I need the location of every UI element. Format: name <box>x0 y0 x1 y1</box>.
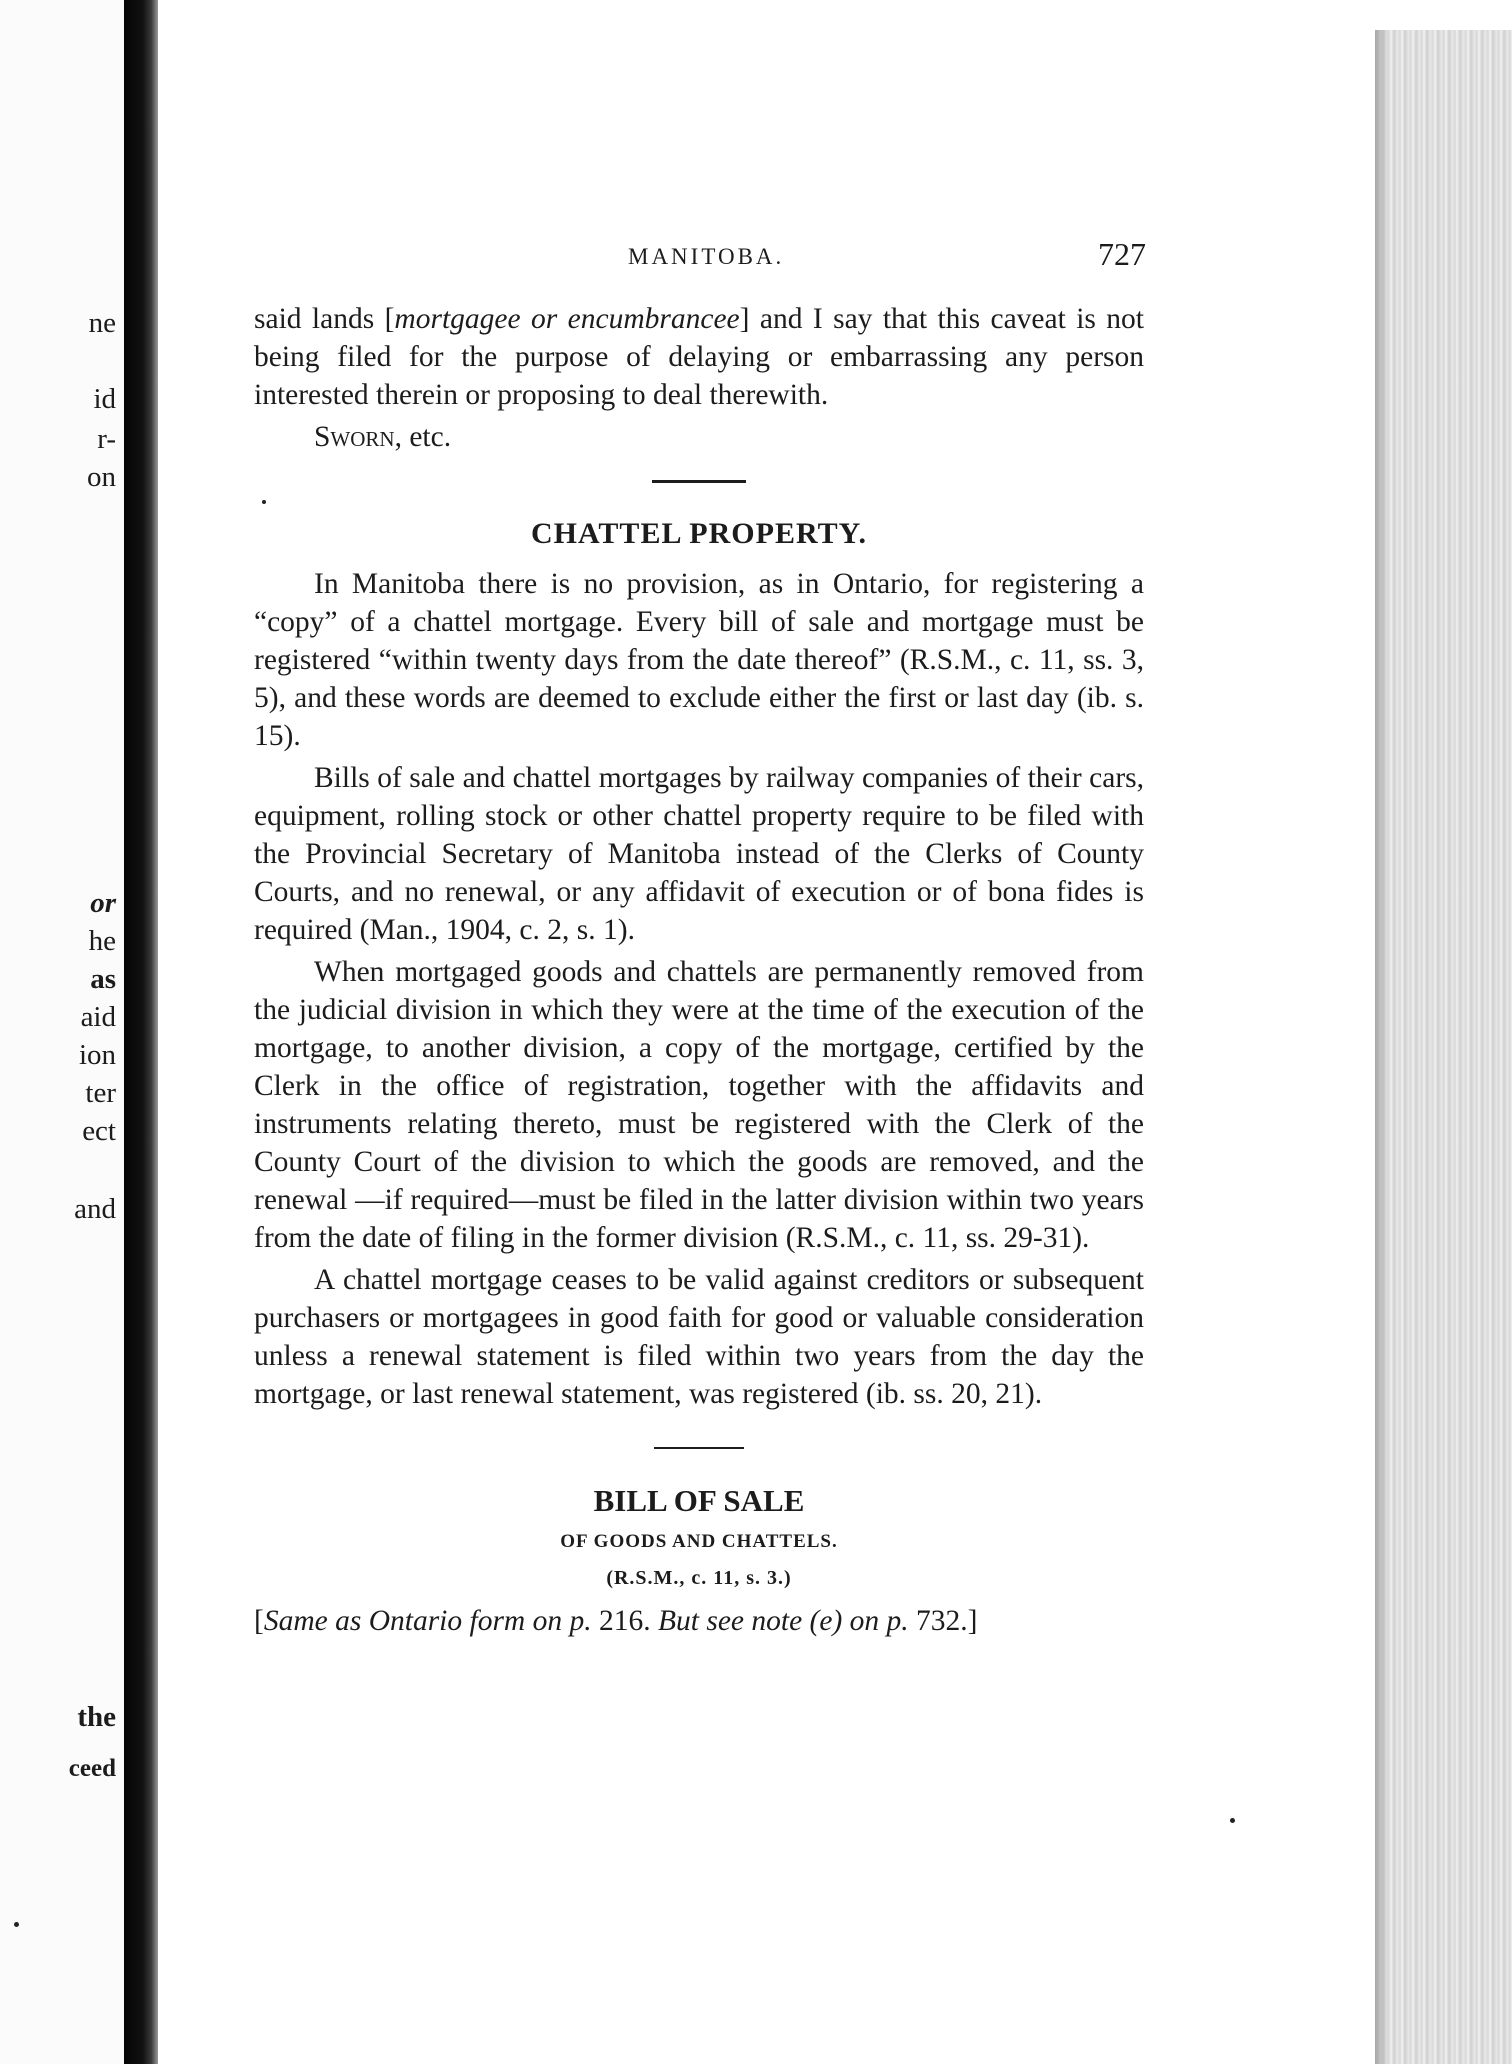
facing-text-fragment: r- <box>97 423 116 455</box>
opening-text-start: said lands [ <box>254 303 395 335</box>
form-citation: (R.S.M., c. 11, s. 3.) <box>606 1567 792 1589</box>
body-paragraph: Bills of sale and chattel mortgages by railway companies of their cars, equipment, rolling stock or other chattel property require to be filed with the Provincial Secretary of Manitoba instead of the Clerks of County Courts, and no renewal, or any affidavit of execution or of bona fides is required (Man., 1904, c. 2, s. 1). <box>254 762 1144 946</box>
facing-text-fragment: ceed <box>68 1755 116 1782</box>
facing-text-fragment: aid <box>80 1001 116 1033</box>
facing-text-fragment: on <box>87 461 116 493</box>
facing-text-fragment: and <box>74 1193 116 1225</box>
facing-page-edge <box>0 0 124 2064</box>
page-edge-stack <box>1375 30 1512 2064</box>
form-title: BILL OF SALE <box>593 1483 805 1518</box>
body-paragraph: When mortgaged goods and chattels are permanently removed from the judicial division in which they were at the time of the execution of the mortgage, to another division, a copy of the mortgage, certified by the Clerk in the office of registration, together with the affidavits and instruments relating thereto, must be registered with the Clerk of the County Court of the division to which the goods are removed, and the renewal —if required—must be filed in the latter division within two years from the date of filing in the former division (R.S.M., c. 11, ss. 29-31). <box>254 956 1144 1254</box>
page-body <box>254 300 1144 1640</box>
body-paragraph: A chattel mortgage ceases to be valid against creditors or subsequent purchasers or mortgagees in good faith for good or valuable consideration unless a renewal statement is filed within two years from the day the mortgage, or last renewal statement, was registered (ib. ss. 20, 21). <box>254 1264 1144 1410</box>
book-gutter <box>124 0 158 2064</box>
note-page-ref: 732.] <box>908 1605 978 1637</box>
page-header <box>158 236 1158 284</box>
page-edge-shadow <box>1375 30 1389 2064</box>
facing-text-fragment: ect <box>82 1115 116 1147</box>
note-page-ref: 216. <box>591 1605 658 1637</box>
form-note <box>254 1602 1144 1640</box>
opening-text-italic: mortgagee or encumbrancee <box>394 303 740 335</box>
note-italic-text: Same as Ontario form on p. <box>263 1605 592 1637</box>
ink-speck <box>14 1922 19 1927</box>
section-title: CHATTEL PROPERTY. <box>530 517 867 550</box>
opening-text-end: ] and I say that this caveat is not being filed for the purpose of delaying or embarrassing any person interested therein or proposing to deal therewith. <box>254 303 1144 411</box>
body-paragraph: In Manitoba there is no provision, as in Ontario, for registering a “copy” of a chattel mortgage. Every bill of sale and mortgage must be registered “within twenty days from the date thereof” (R.S.M., c. 11, ss. 3, 5), and these words are deemed to exclude either the first or last day (ib. s. 15). <box>254 568 1144 752</box>
signoff-word: Sworn <box>314 421 395 453</box>
facing-text-fragment: the <box>77 1701 116 1733</box>
form-subtitle: OF GOODS AND CHATTELS. <box>560 1531 838 1552</box>
facing-text-fragment: as <box>90 963 116 995</box>
facing-text-fragment: or <box>90 887 116 919</box>
facing-text-fragment: ion <box>78 1039 116 1071</box>
note-italic-text: But see note (e) on p. <box>658 1605 909 1637</box>
facing-text-fragment: ter <box>85 1077 116 1109</box>
facing-text-fragment: he <box>88 925 116 957</box>
book-page <box>158 0 1375 2064</box>
ink-speck <box>1230 1818 1235 1823</box>
signoff-rest: , etc. <box>394 421 452 453</box>
running-head: MANITOBA. <box>628 244 785 269</box>
opening-paragraph <box>254 300 1144 414</box>
facing-text-fragment: ne <box>88 307 116 339</box>
page-number: 727 <box>1098 236 1146 272</box>
facing-text-fragment: id <box>93 383 116 415</box>
note-open-bracket: [ <box>254 1605 264 1637</box>
signoff-line <box>314 418 1144 456</box>
